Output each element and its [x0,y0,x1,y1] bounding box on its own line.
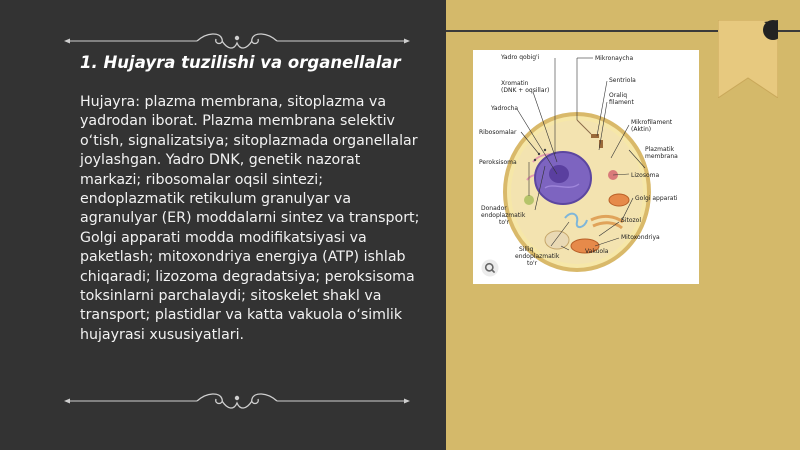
label-vakuola: Vakuola [585,248,609,255]
centriole [591,134,599,138]
bottom-ornament-divider [62,390,412,412]
label-donador-2: endoplazmatik [481,212,526,219]
label-peroksisoma: Peroksisoma [479,159,517,166]
label-oraliq-2: filament [609,99,634,106]
label-silliq-1: Silliq [519,246,534,253]
slide-body-text: Hujayra: plazma membrana, sitoplazma va yadrodan iborat. Plazma membrana selektiv o‘tish, signalizatsiya; sitoplazmada organellalar joylashgan. Yadro DNK, genetik nazorat markazi; ribosomalar oqsil sintezi; endoplazmatik retikulum granulyar va agranulyar (ER) moddalarni sintez va transport; Golgi apparati modda modifikatsiyasi va paketlash; mitoxondriya energiya (ATP) ishlab chiqaradi; lizozoma degradatsiya; peroksisoma toksinlarni parchalaydi; sitoskelet shakl va transport; plastidlar va katta vakuola o‘simlik hujayrasi xususiyatlari. [80,94,420,343]
cell-structure-diagram [473,50,699,284]
label-sentriola: Sentriola [609,77,636,84]
cell-diagram-svg [473,50,699,284]
label-xromatin-2: (DNK + oqsillar) [501,87,550,94]
nucleolus [549,165,569,183]
peroxisome [524,195,534,205]
label-plazmatik-1: Plazmatik [645,146,675,153]
label-silliq-3: to'r [527,260,538,267]
label-sitozol: Sitozol [621,217,641,224]
label-oraliq-1: Oraliq [609,92,628,99]
label-golgi: Golgi apparati [635,195,678,202]
label-donador-3: to'r [499,219,510,226]
label-yadrocha: Yadrocha [491,105,519,112]
vacuole [545,231,569,249]
label-mitoxondriya: Mitoxondriya [621,234,660,241]
label-plazmatik-2: membrana [645,153,678,160]
label-mikrofilament-1: Mikrofilament [631,119,673,126]
label-mikrofilament-2: (Aktin) [631,126,652,133]
slide-title: 1. Hujayra tuzilishi va organellalar [80,53,401,72]
label-ribosomalar: Ribosomalar [479,129,517,136]
bookmark-ribbon-icon [718,20,778,98]
label-mikronaycha: Mikronaycha [595,55,634,62]
top-ornament-divider [62,30,412,52]
label-donador-1: Donador [481,205,507,212]
label-silliq-2: endoplazmatik [515,253,560,260]
label-yadro-qobigi: Yadro qobig'i [501,54,540,61]
visual-search-lens-icon[interactable] [481,259,499,277]
label-lizosoma: Lizosoma [631,172,660,179]
label-xromatin-1: Xromatin [501,80,529,87]
